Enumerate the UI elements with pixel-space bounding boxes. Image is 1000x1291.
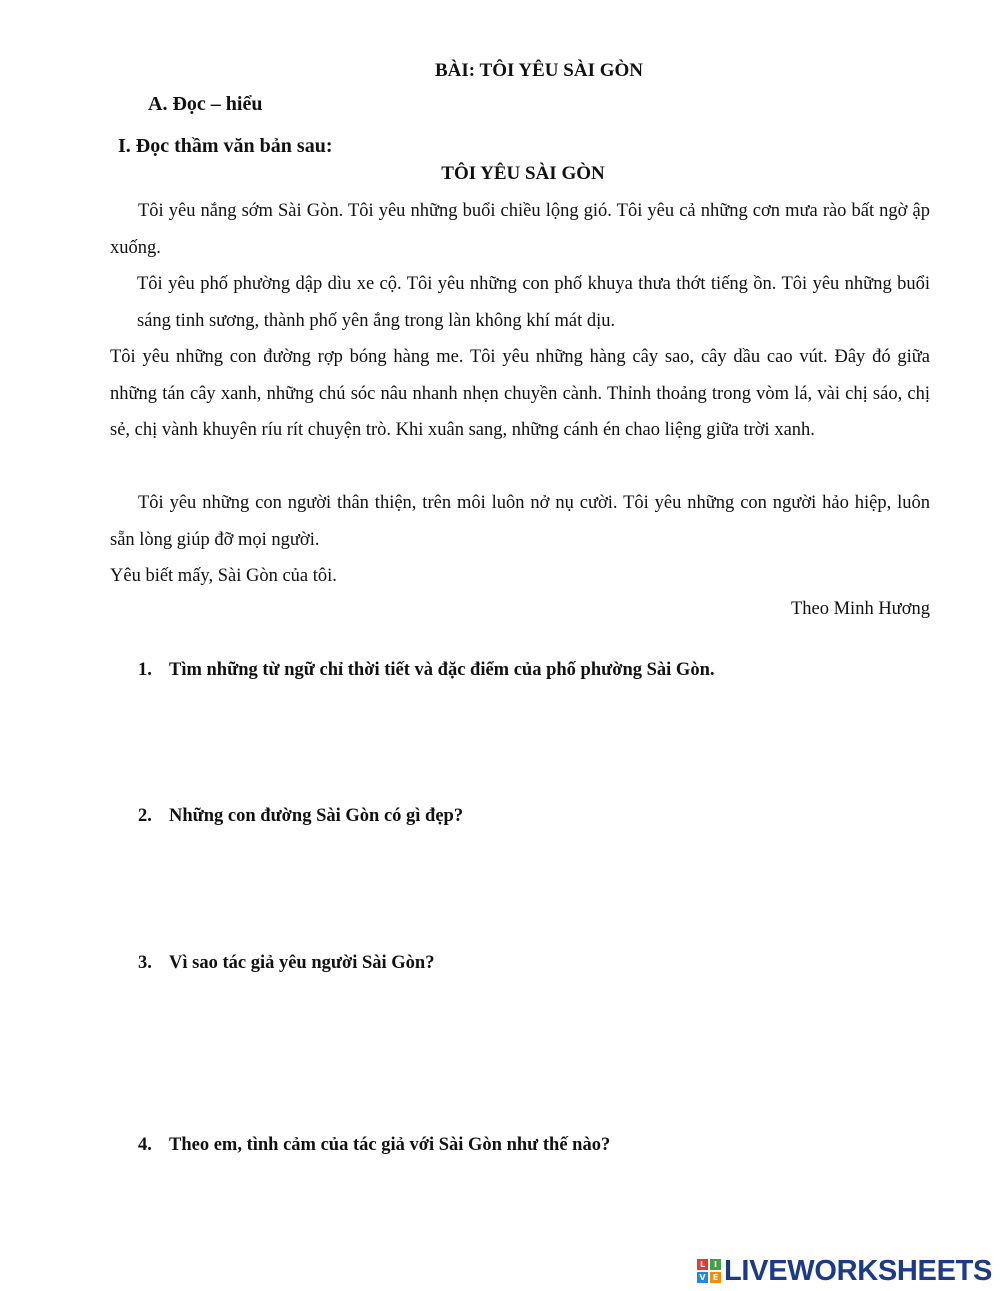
section-a-heading: A. Đọc – hiểu	[148, 93, 263, 115]
story-title: TÔI YÊU SÀI GÒN	[441, 163, 605, 184]
story-paragraph-3: Tôi yêu những con đường rợp bóng hàng me. Tôi yêu những hàng cây sao, cây dầu cao vút. Đây đó giữa những tán cây xanh, những chú sóc nâu nhanh nhẹn chuyền cành. Thỉnh thoảng trong vòm lá, vài chị sáo, chị sẻ, chị vành khuyên ríu rít chuyện trò. Khi xuân sang, những cánh én chao liệng giữa trời xanh.	[110, 347, 930, 440]
question-number: 2.	[138, 806, 152, 826]
story-paragraph-5: Yêu biết mấy, Sài Gòn của tôi.	[110, 566, 337, 586]
logo-block-e: E	[710, 1272, 721, 1283]
logo-block-i: I	[710, 1259, 721, 1270]
question-text: Theo em, tình cảm của tác giả với Sài Gòn như thế nào?	[169, 1135, 611, 1155]
question-3	[138, 953, 434, 974]
question-number: 4.	[138, 1135, 152, 1155]
liveworksheets-logo	[697, 1256, 992, 1286]
story-source: Theo Minh Hương	[790, 599, 930, 619]
question-number: 3.	[138, 953, 152, 973]
question-2	[138, 806, 463, 827]
liveworksheets-logo-icon	[697, 1259, 721, 1283]
question-text: Vì sao tác giả yêu người Sài Gòn?	[169, 953, 435, 973]
worksheet-title: BÀI: TÔI YÊU SÀI GÒN	[435, 60, 643, 81]
story-paragraph-2: Tôi yêu phố phường dập dìu xe cộ. Tôi yêu những con phố khuya thưa thớt tiếng ồn. Tôi yêu những buổi sáng tinh sương, thành phố yên ắng trong làn không khí mát dịu.	[137, 274, 930, 331]
logo-block-l: L	[697, 1259, 708, 1270]
question-text: Tìm những từ ngữ chỉ thời tiết và đặc điểm của phố phường Sài Gòn.	[169, 660, 715, 680]
story-paragraph-1: Tôi yêu nắng sớm Sài Gòn. Tôi yêu những buổi chiều lộng gió. Tôi yêu cả những cơn mưa rào bất ngờ ập xuống.	[110, 201, 930, 258]
section-i-heading: I. Đọc thầm văn bản sau:	[118, 135, 333, 157]
question-1	[138, 660, 714, 681]
question-4	[138, 1135, 610, 1156]
logo-block-v: V	[697, 1272, 708, 1283]
story-paragraph-4: Tôi yêu những con người thân thiện, trên môi luôn nở nụ cười. Tôi yêu những con người hảo hiệp, luôn sẵn lòng giúp đỡ mọi người.	[110, 493, 930, 550]
question-number: 1.	[138, 660, 152, 680]
logo-text: LIVEWORKSHEETS	[724, 1254, 993, 1287]
question-text: Những con đường Sài Gòn có gì đẹp?	[169, 806, 464, 826]
